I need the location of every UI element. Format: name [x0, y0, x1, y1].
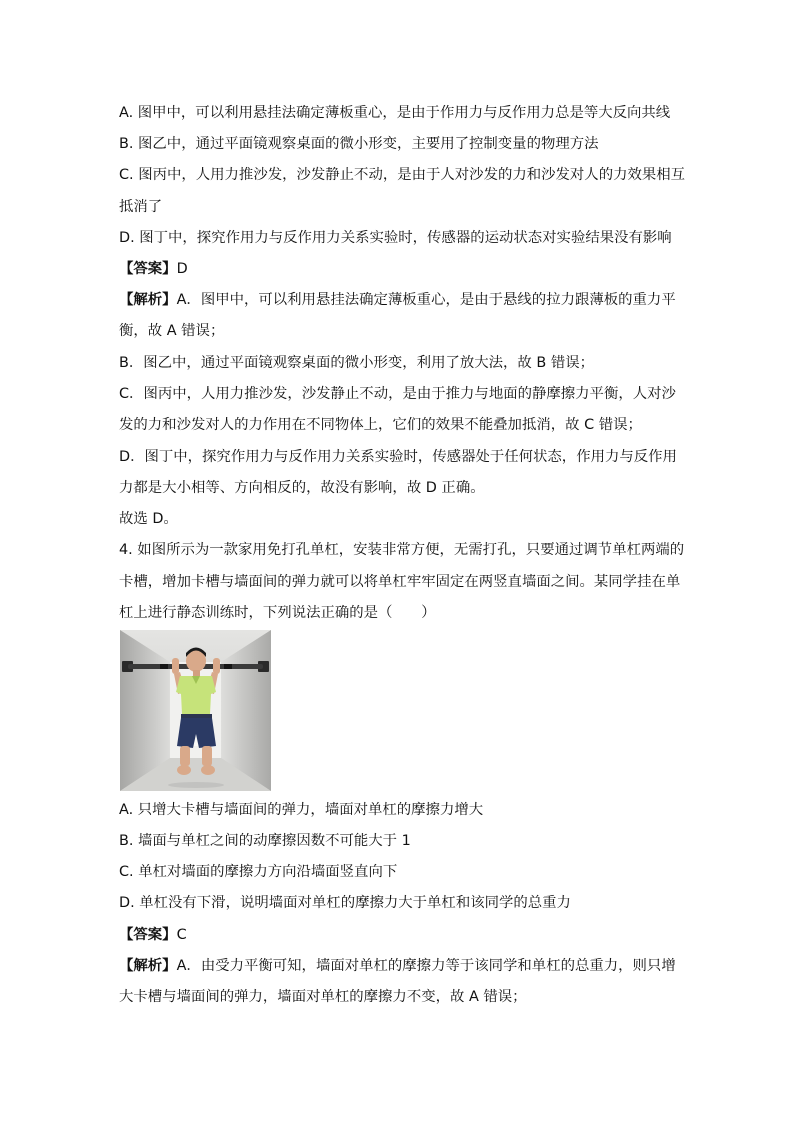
- q4-answer: [119, 925, 187, 945]
- answer-tag: 【答案】: [119, 261, 177, 277]
- q3-answer: [119, 259, 188, 279]
- q3-analysis-line4: C．图丙中，人用力推沙发，沙发静止不动，是由于推力与地面的静摩擦力平衡，人对沙: [119, 386, 676, 402]
- answer-value: D: [176, 261, 188, 277]
- q4-stem-line3: 杠上进行静态训练时，下列说法正确的是（ ）: [119, 605, 436, 621]
- q3-option-a: A. 图甲中，可以利用悬挂法确定薄板重心，是由于作用力与反作用力总是等大反向共线: [119, 105, 671, 121]
- q4-option-b: B. 墙面与单杠之间的动摩擦因数不可能大于 1: [119, 833, 411, 849]
- analysis-tag: 【解析】: [119, 958, 177, 974]
- q3-option-c-line1: C. 图丙中，人用力推沙发，沙发静止不动，是由于人对沙发的力和沙发对人的力效果相互: [119, 167, 686, 183]
- q3-option-d: D. 图丁中，探究作用力与反作用力关系实验时，传感器的运动状态对实验结果没有影响: [119, 230, 672, 246]
- q4-option-d: D. 单杠没有下滑，说明墙面对单杠的摩擦力大于单杠和该同学的总重力: [119, 895, 571, 911]
- q4-option-c: C. 单杠对墙面的摩擦力方向沿墙面竖直向下: [119, 864, 398, 880]
- q3-option-c-line2: 抵消了: [119, 199, 163, 215]
- q3-analysis-line1: [119, 290, 676, 310]
- q3-analysis-line2: 衡，故 A 错误；: [119, 323, 225, 339]
- analysis-text: A．由受力平衡可知，墙面对单杠的摩擦力等于该同学和单杠的总重力，则只增: [176, 958, 676, 974]
- answer-value: C: [176, 927, 187, 943]
- q4-analysis-line2: 大卡槽与墙面间的弹力，墙面对单杠的摩擦力不变，故 A 错误；: [119, 989, 527, 1005]
- q4-option-a: A. 只增大卡槽与墙面间的弹力，墙面对单杠的摩擦力增大: [119, 802, 484, 818]
- q4-stem-line1: 4. 如图所示为一款家用免打孔单杠，安装非常方便，无需打孔，只要通过调节单杠两端的: [119, 542, 685, 558]
- q3-analysis-line5: 发的力和沙发对人的力作用在不同物体上，它们的效果不能叠加抵消，故 C 错误；: [119, 417, 642, 433]
- q3-option-b: B. 图乙中，通过平面镜观察桌面的微小形变，主要用了控制变量的物理方法: [119, 136, 599, 152]
- q3-analysis-line6: D．图丁中，探究作用力与反作用力关系实验时，传感器处于任何状态，作用力与反作用: [119, 449, 677, 465]
- answer-tag: 【答案】: [119, 927, 177, 943]
- q4-stem-line2: 卡槽，增加卡槽与墙面间的弹力就可以将单杠牢牢固定在两竖直墙面之间。某同学挂在单: [119, 574, 681, 590]
- q3-conclusion: 故选 D。: [119, 511, 178, 527]
- pull-up-bar-photo: [120, 630, 271, 791]
- analysis-tag: 【解析】: [119, 292, 177, 308]
- pull-up-bar-illustration: [120, 630, 271, 791]
- q4-analysis-line1: [119, 956, 676, 976]
- q3-analysis-line3: B．图乙中，通过平面镜观察桌面的微小形变，利用了放大法，故 B 错误；: [119, 355, 595, 371]
- q3-analysis-line7: 力都是大小相等、方向相反的，故没有影响，故 D 正确。: [119, 480, 485, 496]
- analysis-text: A．图甲中，可以利用悬挂法确定薄板重心，是由于悬线的拉力跟薄板的重力平: [176, 292, 676, 308]
